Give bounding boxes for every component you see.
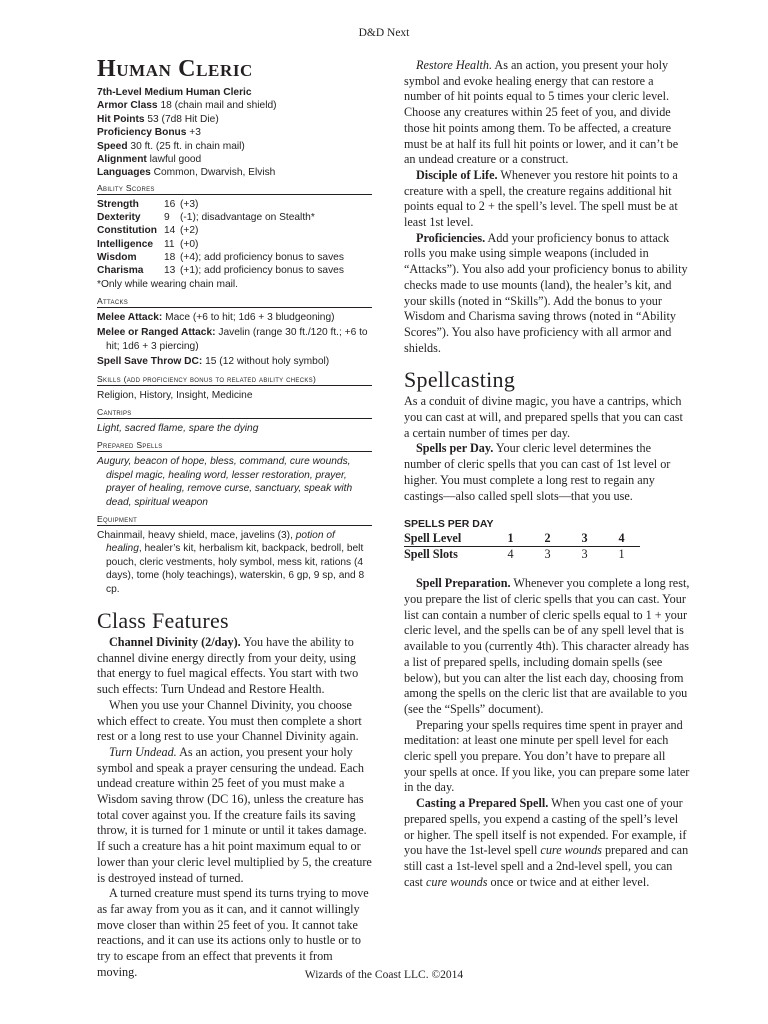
spell-level-cell: 4 (603, 531, 640, 547)
ability-row (97, 224, 372, 237)
spells-per-day-table (404, 531, 640, 562)
skills-value: Religion, History, Insight, Medicine (97, 389, 253, 401)
spells-per-day-text: Your cleric level determines the number of cleric spells that you can cast of 1st level or higher. You must complete a long rest to regain any castings—also called spell slots—that you use. (404, 441, 671, 503)
statblock-type: 7th-Level Medium Human Cleric (97, 87, 252, 98)
ability-row (97, 264, 372, 277)
ability-modifier: (+0) (180, 238, 199, 250)
proficiencies-label: Proficiencies. (416, 230, 486, 245)
statblock-title: Human Cleric (97, 56, 253, 82)
hit-points-line (97, 113, 372, 126)
channel-divinity-text: You have the ability to channel divine energy directly from your deity, using that energy to fuel magical effects. You start with two such effects: Turn Undead and Restore Health. (97, 635, 359, 697)
melee-attack (97, 311, 372, 324)
page-footer: Wizards of the Coast LLC. ©2014 (304, 969, 464, 981)
armor-class-line (97, 99, 372, 112)
prepared-spells-heading: Prepared Spells (97, 437, 372, 452)
casting-prepared-spell-paragraph (404, 796, 690, 890)
alignment-label: Alignment (97, 154, 147, 166)
ability-name: Wisdom (97, 252, 137, 264)
spell-slots-cell: 3 (544, 547, 551, 562)
disciple-of-life-paragraph (404, 168, 690, 231)
restore-health-paragraph (404, 58, 690, 168)
proficiencies-paragraph (404, 231, 690, 357)
ability-scores-list (97, 198, 372, 278)
proficiencies-text: Add your proficiency bonus to attack rolls you make using simple weapons (included in “Attacks”). You also add your proficiency bonus to ability checks made to use mounts (land), the healer’s kit, and your skills (noted in “Skills”). Add the bonus to your Wisdom and Charisma saving throws (noted in “Ability Scores”). You also have proficiency with all armor and shields. (404, 230, 688, 355)
right-column (404, 58, 690, 890)
equipment-text-rest: , healer’s kit, herbalism kit, backpack, bedroll, belt pouch, cleric vestments, holy symbol, mess kit, rations (4 days), tome (holy teachings), waterskin, 6 gp, 9 sp, and 8 cp. (106, 543, 365, 595)
ranged-attack (97, 326, 372, 353)
spell-level-label: Spell Level (404, 531, 492, 547)
turn-undead-paragraph (97, 745, 372, 886)
ability-score: 18 (164, 252, 176, 264)
ability-name: Intelligence (97, 238, 154, 250)
ability-score: 16 (164, 198, 176, 210)
melee-attack-value: Mace (+6 to hit; 1d6 + 3 bludgeoning) (165, 311, 335, 323)
ranged-attack-label: Melee or Ranged Attack: (97, 327, 216, 339)
cantrips-heading: Cantrips (97, 404, 372, 419)
spell-save-dc-label: Spell Save Throw DC: (97, 356, 203, 368)
ability-row (97, 198, 372, 211)
proficiency-label: Proficiency Bonus (97, 127, 187, 139)
hit-points-value: 53 (7d8 Hit Die) (147, 113, 219, 125)
ability-row (97, 211, 372, 224)
equipment-heading: Equipment (97, 511, 372, 526)
ability-score: 11 (164, 238, 175, 250)
cure-wounds-italic: cure wounds (540, 843, 602, 858)
speed-label: Speed (97, 140, 128, 152)
channel-divinity-label: Channel Divinity (2/day). (109, 635, 241, 650)
spell-slots-cell: 4 (507, 547, 514, 562)
ability-score: 13 (164, 265, 176, 277)
spell-slots-label: Spell Slots (404, 547, 458, 562)
prepared-spells-value: Augury, beacon of hope, bless, command, cure wounds, dispel magic, healing word, lesser restoration, prayer, prayer of healing, remove curse, sanctuary, speak with dead, spiritual weapon (97, 456, 353, 508)
spells-per-day-label: Spells per Day. (416, 441, 494, 456)
ability-footnote: *Only while wearing chain mail. (97, 278, 238, 290)
spellcasting-heading: Spellcasting (404, 367, 516, 393)
languages-line (97, 166, 372, 179)
skills-heading: Skills (add proficiency bonus to related ability checks) (97, 371, 372, 386)
table-row (404, 547, 640, 563)
speed-value: 30 ft. (25 ft. in chain mail) (130, 140, 245, 152)
spell-level-cell: 3 (566, 531, 603, 547)
disciple-of-life-label: Disciple of Life. (416, 167, 498, 182)
turned-creature-text: A turned creature must spend its turns trying to move as far away from you as it can, and it cannot willingly move closer than within 25 feet of you. It cannot take reactions, and it can use its actions only to hustle or to try to escape from an effect that prevents it from moving. (97, 886, 369, 979)
spells-per-day-table-title: SPELLS PER DAY (404, 518, 494, 531)
ability-name: Constitution (97, 225, 157, 237)
proficiency-value: +3 (189, 127, 201, 139)
restore-health-text: As an action, you present your holy symbol and evoke healing energy that can restore a number of hit points equal to 5 times your cleric level. Choose any creatures within 25 feet of you, and divide those hit points among them. To be affected, a creature must be at half its full hit points or lower, and it can’t be an undead creature or a construct. (404, 58, 679, 167)
spell-preparation-paragraph-2: Preparing your spells requires time spent in prayer and meditation: at least one minute per spell level for each cleric spell you prepare. You don’t have to prepare all your spells at once. If you like, you can prepare some later in the day. (404, 717, 690, 795)
left-column (97, 52, 372, 980)
attacks-heading: Attacks (97, 293, 372, 308)
casting-text-1: When you cast one of your prepared spells, you expend a casting of the spell’s level or higher. The spell itself is not expended. For example, if you have the 1st-level spell (404, 796, 687, 858)
spell-save-dc (97, 355, 372, 368)
ability-modifier: (+2) (180, 225, 199, 237)
languages-label: Languages (97, 167, 151, 179)
ability-row (97, 238, 372, 251)
spell-preparation-label: Spell Preparation. (416, 576, 511, 591)
casting-prepared-spell-label: Casting a Prepared Spell. (416, 796, 549, 811)
ability-score: 14 (164, 225, 176, 237)
spell-preparation-text: Whenever you complete a long rest, you prepare the list of cleric spells that you can cast. Your list can contain a number of cleric spells equal to 1 + your cleric level, and the spells can be of any spell level that is available to you (currently 4th). This character already has a list of prepared spells, including domain spells (see below), but you can alter the list each day, choosing from among the spells on the cleric list that are available to you (see the “Spells” document). (404, 576, 690, 716)
cure-wounds-italic-2: cure wounds (426, 874, 488, 889)
disciple-of-life-text: Whenever you restore hit points to a creature with a spell, the creature regains additional hit points equal to 2 + the spell’s level. The spell must be at least 1st level. (404, 167, 678, 230)
casting-text-3: once or twice and at either level. (487, 874, 650, 889)
turned-creature-paragraph (97, 886, 372, 980)
ranged-attack-value: Javelin (range 30 ft./120 ft.; +6 to hit; 1d6 + 3 piercing) (106, 327, 368, 352)
spell-level-cell: 1 (492, 531, 529, 547)
alignment-value: lawful good (149, 154, 202, 166)
cantrips-value: Light, sacred flame, spare the dying (97, 422, 259, 434)
ability-score: 9 (164, 212, 170, 224)
speed-line (97, 140, 372, 153)
ability-name: Dexterity (97, 212, 141, 224)
spell-level-cell: 2 (529, 531, 566, 547)
proficiency-line (97, 126, 372, 139)
ability-modifier: (+1); add proficiency bonus to saves (180, 265, 344, 277)
spell-save-dc-value: 15 (12 without holy symbol) (205, 356, 330, 368)
spell-preparation-paragraph (404, 576, 690, 717)
ability-scores-heading: Ability Scores (97, 180, 372, 195)
languages-value: Common, Dwarvish, Elvish (153, 167, 276, 179)
equipment-italic: potion of healing (106, 529, 335, 555)
ability-modifier: (+4); add proficiency bonus to saves (180, 252, 344, 264)
ability-modifier: (-1); disadvantage on Stealth* (180, 212, 315, 224)
equipment-value (97, 529, 372, 596)
spellcasting-intro: As a conduit of divine magic, you have a cantrips, which you can cast at will, and prepared spells that you can cast a certain number of times per day. (404, 394, 683, 440)
ability-name: Charisma (97, 265, 144, 277)
armor-class-label: Armor Class (97, 100, 158, 112)
ability-name: Strength (97, 198, 139, 210)
turn-undead-label: Turn Undead. (109, 744, 177, 759)
channel-divinity-paragraph-2: When you use your Channel Divinity, you choose which effect to create. You must then complete a short rest or a long rest to use your Channel Divinity again. (97, 697, 362, 744)
restore-health-label: Restore Health. (416, 58, 493, 72)
equipment-text: Chainmail, heavy shield, mace, javelins (3), (97, 529, 296, 541)
spell-slots-cell: 3 (581, 547, 588, 562)
casting-text-2: prepared and can still cast a 1st-level spell and a 2nd-level spell, you can cast (404, 843, 689, 889)
spells-per-day-paragraph (404, 441, 690, 504)
page-header: D&D Next (358, 27, 410, 39)
ability-row (97, 251, 372, 264)
turn-undead-text: As an action, you present your holy symbol and speak a prayer censuring the undead. Each undead creature within 25 feet of you must make a Wisdom saving throw (DC 16), unless the creature has total cover against you. If the creature fails its saving throw, it is turned for 1 minute or until it takes damage. If such a creature has a hit point maximum equal to or lower than your cleric level multiplied by 5, the creature is destroyed instead of turned. (97, 744, 372, 885)
armor-class-value: 18 (chain mail and shield) (160, 100, 277, 112)
ability-modifier: (+3) (180, 198, 199, 210)
hit-points-label: Hit Points (97, 113, 145, 125)
melee-attack-label: Melee Attack: (97, 311, 163, 323)
class-features-heading: Class Features (97, 608, 229, 634)
table-row (404, 531, 640, 547)
alignment-line (97, 153, 372, 166)
channel-divinity-paragraph (97, 635, 372, 698)
spell-slots-cell: 1 (618, 547, 625, 562)
